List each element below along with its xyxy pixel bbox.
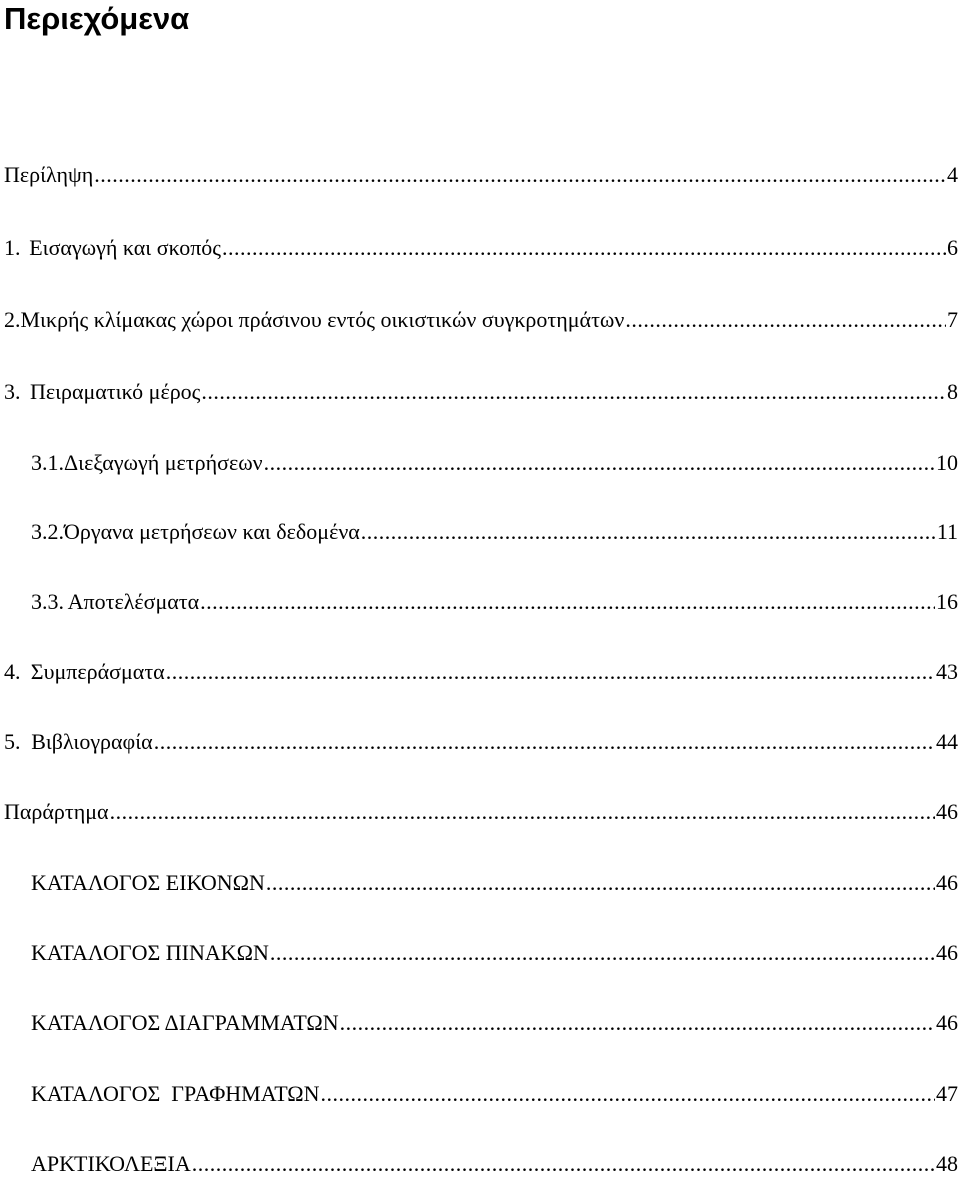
toc-dot-leader xyxy=(321,1077,936,1111)
toc-entry-page: 46 xyxy=(936,870,958,895)
toc-entry-title: ΚΑΤΑΛΟΓΟΣ ΠΙΝΑΚΩΝ xyxy=(31,940,269,965)
toc-entry-list-of-tables[interactable] xyxy=(31,936,958,970)
toc-entry-title: ΑΡΚΤΙΚΟΛΕΞΙΑ xyxy=(31,1151,191,1176)
toc-dot-leader xyxy=(200,585,935,619)
toc-entry-1[interactable] xyxy=(4,231,958,265)
toc-dot-leader xyxy=(201,375,946,409)
toc-entry-2[interactable] xyxy=(4,303,958,337)
toc-entry-title: ΚΑΤΑΛΟΓΟΣ ΓΡΑΦΗΜΑΤΩΝ xyxy=(31,1081,320,1106)
toc-entry-list-of-images[interactable] xyxy=(31,866,958,900)
toc-entry-title: Συμπεράσματα xyxy=(30,659,165,684)
toc-entry-title: Πειραματικό μέρος xyxy=(29,379,201,404)
toc-entry-page: 8 xyxy=(947,379,958,404)
toc-entry-number: 3.1. xyxy=(31,450,64,475)
toc-entry-4[interactable] xyxy=(4,655,958,689)
toc-entry-page: 44 xyxy=(936,729,958,754)
toc-entry-abstract[interactable] xyxy=(4,158,958,192)
toc-entry-number: 3. xyxy=(4,379,21,404)
toc-entry-number: 4. xyxy=(4,659,21,684)
toc-dot-leader xyxy=(222,231,946,265)
toc-entry-list-of-diagrams[interactable] xyxy=(31,1006,958,1040)
toc-entry-title: Αποτελέσματα xyxy=(67,589,200,614)
toc-dot-leader xyxy=(166,655,935,689)
toc-entry-title: Όργανα μετρήσεων και δεδομένα xyxy=(64,519,360,544)
toc-dot-leader xyxy=(110,795,935,829)
toc-entry-title: Εισαγωγή και σκοπός xyxy=(29,235,222,260)
toc-entry-number: 2. xyxy=(4,307,21,332)
toc-entry-page: 10 xyxy=(936,450,958,475)
toc-entry-page: 7 xyxy=(947,307,958,332)
toc-entry-acronyms[interactable] xyxy=(31,1147,958,1181)
toc-entry-page: 48 xyxy=(936,1151,958,1176)
toc-entry-title: Βιβλιογραφία xyxy=(31,729,153,754)
toc-entry-3[interactable] xyxy=(4,375,958,409)
toc-dot-leader xyxy=(154,725,935,759)
toc-entry-number: 3.2. xyxy=(31,519,64,544)
toc-entry-3-2[interactable] xyxy=(31,515,958,549)
toc-entry-page: 4 xyxy=(947,162,958,187)
toc-dot-leader xyxy=(266,866,935,900)
toc-entry-title: Περίληψη xyxy=(4,162,94,187)
toc-entry-appendix[interactable] xyxy=(4,795,958,829)
toc-entry-page: 47 xyxy=(936,1081,958,1106)
toc-entry-title: Παράρτημα xyxy=(4,799,109,824)
toc-dot-leader xyxy=(270,936,935,970)
toc-dot-leader xyxy=(340,1006,935,1040)
toc-entry-5[interactable] xyxy=(4,725,958,759)
page-title: Περιεχόμενα xyxy=(4,1,190,36)
toc-entry-page: 43 xyxy=(936,659,958,684)
toc-entry-page: 16 xyxy=(936,589,958,614)
toc-dot-leader xyxy=(361,515,936,549)
toc-entry-3-3[interactable] xyxy=(31,585,958,619)
toc-entry-list-of-graphs[interactable] xyxy=(31,1077,958,1111)
toc-entry-3-1[interactable] xyxy=(31,446,958,480)
toc-entry-page: 46 xyxy=(936,799,958,824)
toc-entry-page: 6 xyxy=(947,235,958,260)
toc-dot-leader xyxy=(264,446,935,480)
toc-entry-title: ΚΑΤΑΛΟΓΟΣ ΕΙΚΟΝΩΝ xyxy=(31,870,265,895)
toc-dot-leader xyxy=(625,303,946,337)
toc-entry-title: ΚΑΤΑΛΟΓΟΣ ΔΙΑΓΡΑΜΜΑΤΩΝ xyxy=(31,1010,339,1035)
toc-dot-leader xyxy=(94,158,946,192)
toc-dot-leader xyxy=(192,1147,935,1181)
toc-entry-title: Διεξαγωγή μετρήσεων xyxy=(64,450,263,475)
toc-entry-page: 11 xyxy=(936,519,958,544)
toc-entry-number: 5. xyxy=(4,729,21,754)
toc-entry-number: 1. xyxy=(4,235,21,260)
toc-entry-number: 3.3. xyxy=(31,589,64,614)
toc-entry-page: 46 xyxy=(936,1010,958,1035)
toc-entry-title: Μικρής κλίμακας χώροι πράσινου εντός οικιστικών συγκροτημάτων xyxy=(20,307,625,332)
toc-entry-page: 46 xyxy=(936,940,958,965)
